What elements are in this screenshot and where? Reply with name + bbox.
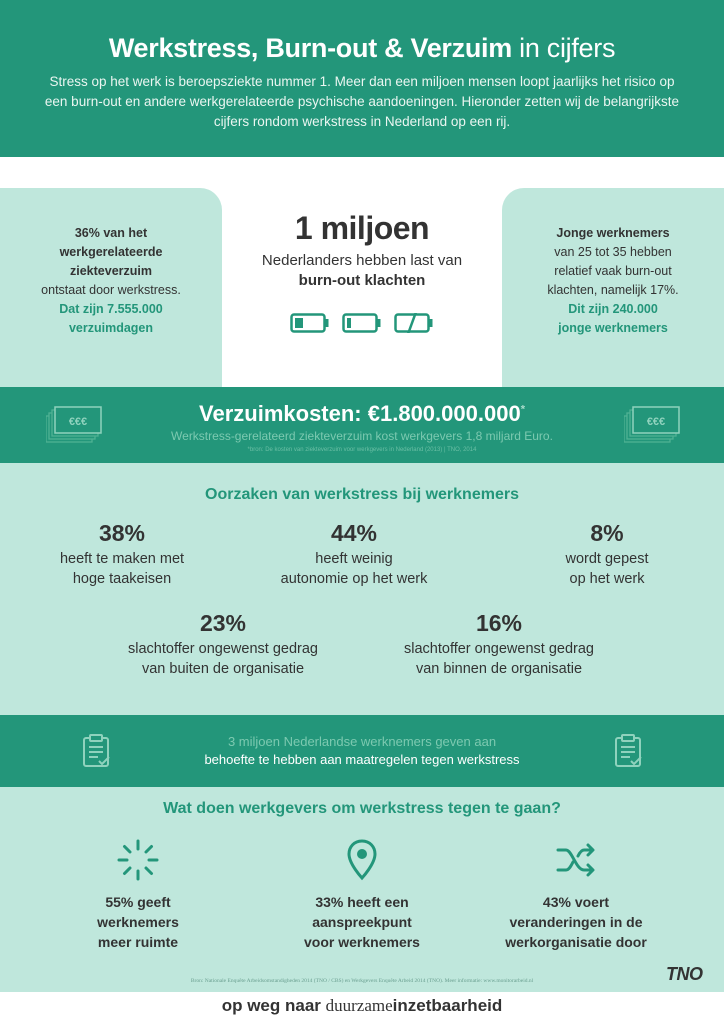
measure-line: meer ruimte bbox=[97, 934, 179, 950]
cause-desc: van buiten de organisatie bbox=[141, 661, 305, 677]
absence-line2: werkgerelateerde bbox=[59, 245, 163, 259]
causes-title: Oorzaken van werkstress bij werknemers bbox=[205, 486, 519, 503]
absence-line3: ziekteverzuim bbox=[70, 264, 152, 278]
cause-stat bbox=[512, 520, 702, 589]
money-symbol-right: €€€ bbox=[646, 416, 666, 428]
footer-tagline bbox=[0, 992, 724, 1024]
cause-stat bbox=[22, 520, 222, 589]
money-symbol-left: €€€ bbox=[68, 416, 88, 428]
cause-desc: wordt gepest bbox=[565, 551, 649, 567]
tno-logo: TNO bbox=[666, 964, 703, 984]
cause-pct: 8% bbox=[590, 520, 624, 546]
page-title bbox=[0, 0, 724, 64]
million-block bbox=[222, 210, 502, 333]
cost-title-text: Verzuimkosten: €1.800.000.000 bbox=[199, 401, 521, 426]
absence-line1: 36% van het bbox=[74, 226, 148, 240]
cause-desc: heeft te maken met bbox=[59, 551, 185, 567]
battery-icon bbox=[342, 313, 382, 333]
measure-line: voor werknemers bbox=[304, 934, 420, 950]
cause-desc: slachtoffer ongewenst gedrag bbox=[128, 641, 318, 657]
footer-part3: inzetbaarheid bbox=[392, 996, 503, 1015]
cause-stat bbox=[376, 610, 622, 679]
million-sub: Nederlanders hebben last van bbox=[261, 252, 463, 269]
young-line5: Dit zijn 240.000 bbox=[568, 302, 658, 316]
battery-icons bbox=[222, 313, 502, 333]
employers-title: Wat doen werkgevers om werkstress tegen te gaan? bbox=[163, 800, 561, 817]
measure-line: 55% geeft bbox=[105, 894, 171, 910]
cause-pct: 38% bbox=[98, 520, 146, 546]
intro-text: Stress op het werk is beroepsziekte nummer 1. Meer dan een miljoen mensen loopt jaarlijks het risico op een burn-out en andere werkgerelateerde psychische aandoeningen. Hieronder zetten wij de belangrijkste cijfers rondom werkstress in Nederland op een rij. bbox=[44, 74, 680, 129]
young-line2: van 25 tot 35 hebben bbox=[554, 245, 672, 259]
cause-desc: hoge taakeisen bbox=[72, 571, 172, 587]
cost-title bbox=[0, 387, 724, 427]
cause-desc: op het werk bbox=[569, 571, 645, 587]
clipboard-icon bbox=[614, 734, 644, 773]
footer-part1: op weg naar bbox=[221, 996, 321, 1015]
measure-line: werknemers bbox=[97, 914, 179, 930]
clipboard-icon bbox=[82, 734, 112, 773]
need-line2: behoefte te hebben aan maatregelen tegen werkstress bbox=[204, 752, 520, 767]
cause-desc: slachtoffer ongewenst gedrag bbox=[404, 641, 594, 657]
battery-icon bbox=[290, 313, 330, 333]
cause-pct: 44% bbox=[330, 520, 378, 546]
employer-measure bbox=[48, 838, 228, 952]
cost-band bbox=[0, 387, 724, 463]
cause-pct: 23% bbox=[199, 610, 247, 636]
absence-box bbox=[0, 188, 222, 388]
measure-line: aanspreekpunt bbox=[312, 914, 412, 930]
title-light: in cijfers bbox=[519, 33, 616, 63]
cause-pct: 16% bbox=[475, 610, 523, 636]
title-bold: Werkstress, Burn-out & Verzuim bbox=[108, 33, 512, 63]
absence-line4: ontstaat door werkstress. bbox=[41, 283, 181, 297]
money-stack-icon bbox=[46, 406, 102, 451]
million-number: 1 miljoen bbox=[294, 210, 430, 246]
employer-measure bbox=[486, 838, 666, 952]
young-line4: klachten, namelijk 17%. bbox=[547, 283, 679, 297]
cause-desc: autonomie op het werk bbox=[280, 571, 428, 587]
battery-empty-icon bbox=[394, 313, 434, 333]
absence-line5: Dat zijn 7.555.000 bbox=[59, 302, 163, 316]
footer-part2: duurzame bbox=[325, 996, 393, 1015]
cause-stat bbox=[254, 520, 454, 589]
header bbox=[0, 0, 724, 157]
shuffle-icon bbox=[554, 840, 598, 880]
employers-source: Bron: Nationale Enquête Arbeidsomstandigheden 2014 (TNO / CBS) en Werkgevers Enquête Arbeid 2014 (TNO). Meer informatie: www.monitorarbeid.nl bbox=[190, 978, 534, 984]
measure-line: 43% voert bbox=[542, 894, 610, 910]
cause-desc: heeft weinig bbox=[315, 551, 393, 567]
cost-source: *bron: De kosten van ziekteverzuim voor werkgevers in Nederland (2013) | TNO, 2014 bbox=[247, 447, 477, 453]
measure-line: werkorganisatie door bbox=[505, 934, 647, 950]
location-pin-icon bbox=[345, 838, 379, 882]
money-stack-icon bbox=[624, 406, 680, 451]
cost-subtitle: Werkstress-gerelateerd ziekteverzuim kost werkgevers 1,8 miljard Euro. bbox=[171, 429, 553, 443]
absence-line6: verzuimdagen bbox=[68, 321, 154, 335]
cause-stat bbox=[100, 610, 346, 679]
need-line1: 3 miljoen Nederlandse werknemers geven aan bbox=[227, 734, 497, 749]
young-workers-box bbox=[502, 188, 724, 388]
million-sub-bold: burn-out klachten bbox=[298, 272, 426, 289]
employer-measure bbox=[272, 838, 452, 952]
measure-line: 33% heeft een bbox=[315, 894, 409, 910]
cause-desc: van binnen de organisatie bbox=[415, 661, 583, 677]
measure-line: veranderingen in de bbox=[509, 914, 643, 930]
cost-asterisk: * bbox=[520, 403, 525, 416]
young-line6: jonge werknemers bbox=[558, 321, 668, 335]
young-line3: relatief vaak burn-out bbox=[554, 264, 672, 278]
young-line1: Jonge werknemers bbox=[556, 226, 670, 240]
sun-burst-icon bbox=[116, 838, 160, 882]
